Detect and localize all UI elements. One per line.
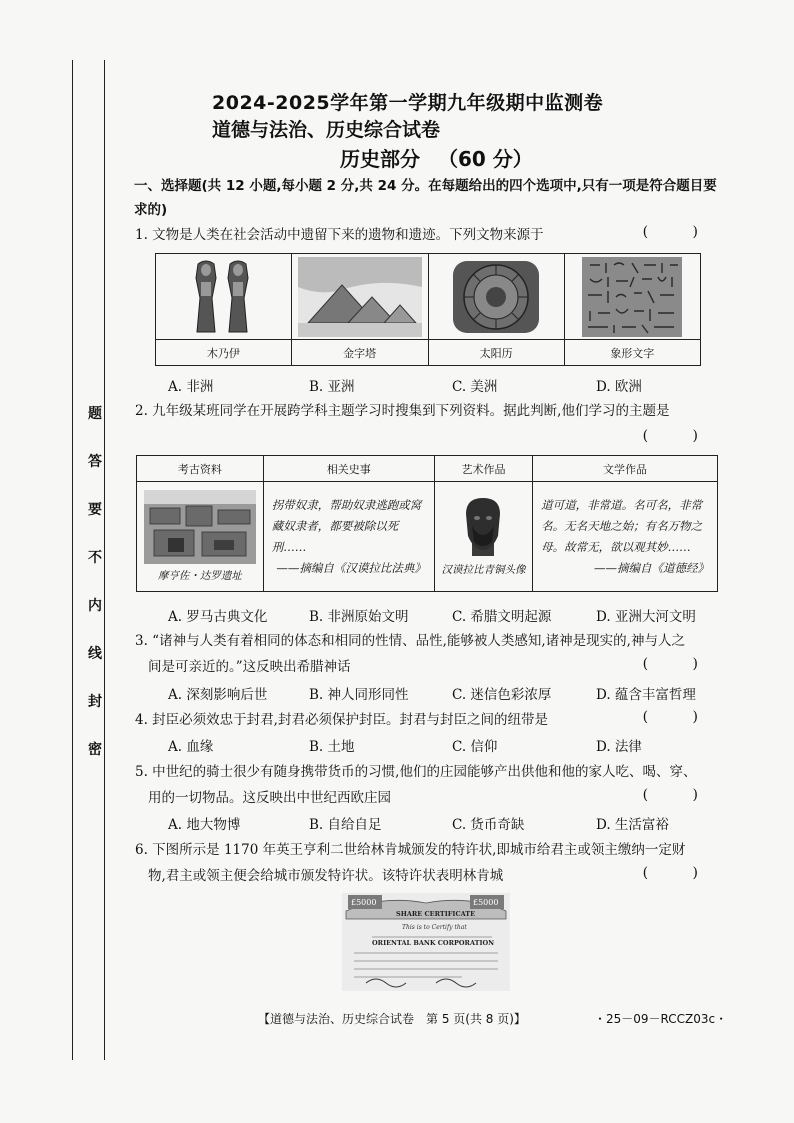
q1-option-a[interactable]: A. 非洲 [168,379,214,395]
question-2-stem: 2. 九年级某班同学在开展跨学科主题学习时搜集到下列资料。据此判断,他们学习的主题是 [135,403,670,419]
hieroglyph-image [564,254,700,340]
q1-option-d[interactable]: D. 欧洲 [596,379,642,395]
q2-material-table [136,455,718,592]
charter-bank: ORIENTAL BANK CORPORATION [372,939,495,947]
site-caption: 摩亨佐・达罗遗址 [157,570,242,582]
ruins-image [137,490,263,564]
answer-blank: ( ) [642,865,718,881]
answer-blank: ( ) [642,709,718,725]
seal-char: 答 [88,454,102,470]
sun-calendar-image [428,254,564,340]
bronze-head-image [435,496,532,558]
mummy-image [156,254,292,340]
q5-option-c[interactable]: C. 货币奇缺 [452,817,525,833]
q2-option-a[interactable]: A. 罗马古典文化 [168,609,268,625]
question-3-stem-line1: 3. “诸神与人类有着相同的体态和相同的性情、品性,能够被人类感知,诸神是现实的,神与人之 [135,633,685,649]
charter-amount-left: £5000 [351,898,377,907]
q5-option-d[interactable]: D. 生活富裕 [596,817,669,833]
literature-source: ——摘编自《道德经》 [594,560,709,575]
q4-option-a[interactable]: A. 血缘 [168,739,214,755]
literature-cell [533,482,718,592]
exam-title: 2024-2025学年第一学期九年级期中监测卷 [212,92,604,114]
binding-line-right [104,60,105,1060]
part-name: 历史部分 [340,147,420,171]
q1-artifact-table [155,253,701,366]
site-image-cell [137,482,264,592]
seal-char: 要 [88,502,102,518]
seal-char: 密 [88,742,102,758]
q3-option-b[interactable]: B. 神人同形同性 [309,687,409,703]
answer-blank: ( ) [642,656,718,672]
pyramid-image [291,254,428,340]
question-5-stem-line2: 用的一切物品。这反映出中世纪西欧庄园 [148,790,391,806]
seal-char: 题 [88,406,102,422]
question-1-stem: 1. 文物是人类在社会活动中遗留下来的遗物和遗迹。下列文物来源于 [135,227,544,243]
question-3-stem-line2: 间是可亲近的。”这反映出希腊神话 [148,659,351,675]
art-image-cell [434,482,532,592]
charter-amount-right: £5000 [473,898,499,907]
part-title [340,143,533,172]
column-header: 相关史事 [263,456,434,482]
literature-text: 道可道，非常道。名可名，非常名。无名天地之始；有名万物之母。故常无，欲以观其妙…… [541,497,703,554]
q2-option-c[interactable]: C. 希腊文明起源 [452,609,552,625]
art-caption: 汉谟拉比青铜头像 [441,564,526,576]
question-6-stem-line2: 物,君主或领主便会给城市颁发特许状。该特许状表明林肯城 [148,868,504,884]
page-footer: 【道德与法治、历史综合试卷 第 5 页(共 8 页)】 [258,1012,526,1026]
artifact-caption: 太阳历 [428,340,564,366]
q2-option-b[interactable]: B. 非洲原始文明 [309,609,409,625]
charter-image [342,893,510,991]
artifact-caption: 木乃伊 [156,340,292,366]
q2-option-d[interactable]: D. 亚洲大河文明 [596,609,696,625]
q4-option-c[interactable]: C. 信仰 [452,739,498,755]
q5-option-b[interactable]: B. 自给自足 [309,817,382,833]
q3-option-a[interactable]: A. 深刻影响后世 [168,687,268,703]
seal-char: 封 [88,694,102,710]
question-4-stem: 4. 封臣必须效忠于封君,封君必须保护封臣。封君与封臣之间的纽带是 [135,712,548,728]
q1-option-c[interactable]: C. 美洲 [452,379,498,395]
q1-option-b[interactable]: B. 亚洲 [309,379,355,395]
q4-option-b[interactable]: B. 土地 [309,739,355,755]
exam-subtitle: 道德与法治、历史综合试卷 [212,119,441,141]
answer-blank: ( ) [642,428,718,444]
column-header: 艺术作品 [434,456,532,482]
column-header: 考古资料 [137,456,264,482]
artifact-caption: 象形文字 [564,340,700,366]
charter-line: This is to Certify that [402,924,467,931]
artifact-caption: 金字塔 [291,340,428,366]
column-header: 文学作品 [533,456,718,482]
q5-option-a[interactable]: A. 地大物博 [168,817,241,833]
charter-heading: SHARE CERTIFICATE [396,910,476,918]
event-text: 拐带奴隶，帮助奴隶逃跑或窝藏奴隶者，都要被除以死刑…… [271,497,422,554]
question-5-stem-line1: 5. 中世纪的骑士很少有随身携带货币的习惯,他们的庄园能够产出供他和他的家人吃、喝、穿、 [135,764,697,780]
history-event-cell [263,482,434,592]
answer-blank: ( ) [642,787,718,803]
part-score: （60 分） [438,147,533,171]
section-heading: 一、选择题(共 12 小题,每小题 2 分,共 24 分。在每题给出的四个选项中,只有一项是符合题目要求的) [134,178,717,218]
question-6-stem-line1: 6. 下图所示是 1170 年英王亨利二世给林肯城颁发的特许状,即城市给君主或领主缴纳一定财 [135,842,686,858]
q3-option-d[interactable]: D. 蕴含丰富哲理 [596,687,696,703]
seal-char: 线 [88,646,102,662]
answer-blank: ( ) [642,224,718,240]
q3-option-c[interactable]: C. 迷信色彩浓厚 [452,687,552,703]
event-source: ——摘编自《汉谟拉比法典》 [276,560,426,575]
paper-code: ・25－09－RCCZ03c・ [594,1012,728,1026]
binding-line-left [72,60,73,1060]
seal-char: 内 [88,598,102,614]
seal-char: 不 [88,550,102,566]
q4-option-d[interactable]: D. 法律 [596,739,642,755]
